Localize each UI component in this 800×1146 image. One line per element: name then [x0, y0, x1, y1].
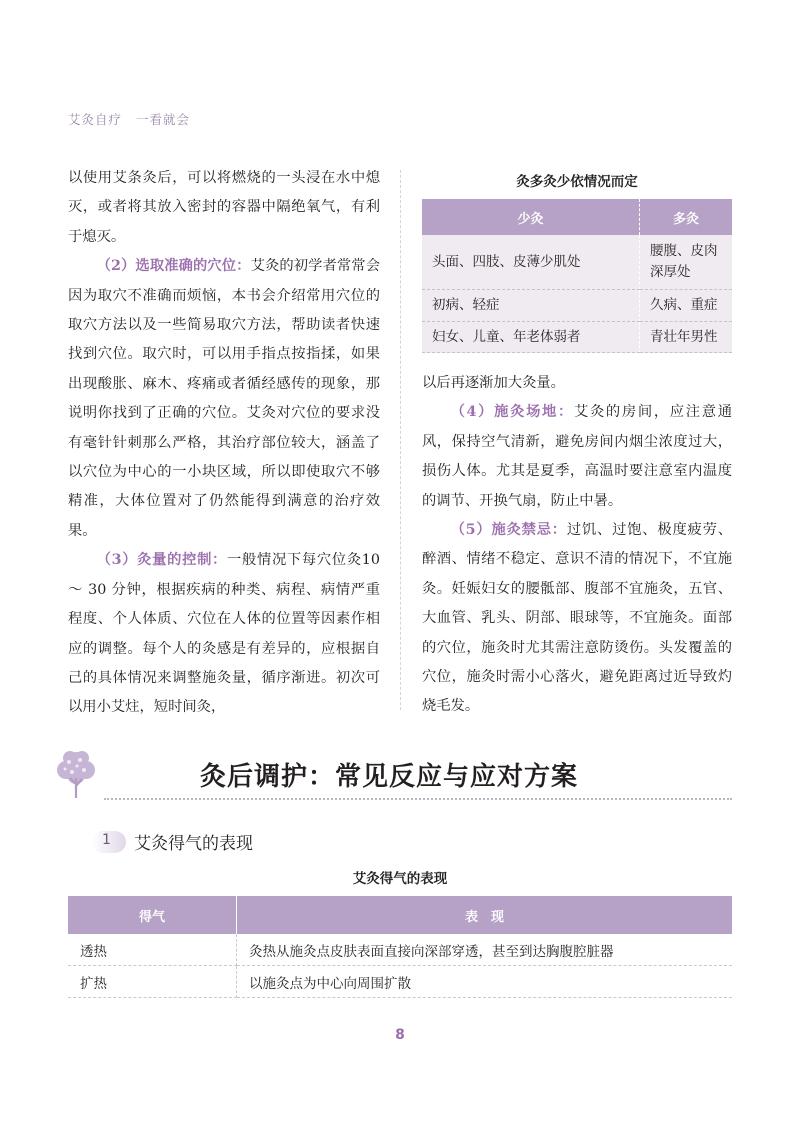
paragraph-body: 一般情况下每穴位灸10 ～ 30 分钟，根据疾病的种类、病程、病情严重程度、个人体质、穴位在人体的位置等因素作相应的调整。每个人的灸感是有差异的，应根据自己的具体情况来调整施灸量，循序渐进。初次可以用小艾炷，短时间灸， [68, 552, 380, 716]
table-cell: 以施灸点为中心向周围扩散 [237, 966, 733, 998]
table-cell: 扩热 [68, 966, 237, 998]
right-column [422, 369, 732, 722]
table-cell: 腰腹、皮肉深厚处 [640, 235, 733, 290]
paragraph [68, 252, 380, 546]
table-cell: 妇女、儿童、年老体弱者 [422, 322, 640, 353]
paragraph [68, 546, 380, 722]
table-header: 少灸 [422, 199, 640, 235]
moxa-table-caption: 灸多灸少依情况而定 [516, 174, 638, 190]
table-header: 多灸 [640, 199, 733, 235]
paragraph [422, 516, 732, 722]
paragraph-heading: （5）施灸禁忌： [450, 522, 567, 539]
table-cell: 灸热从施灸点皮肤表面直接向深部穿透，甚至到达胸腹腔脏器 [237, 934, 733, 966]
paragraph-heading: （2）选取准确的穴位： [96, 258, 251, 275]
paragraph-body: 艾灸的房间，应注意通风，保持空气清新，避免房间内烟尘浓度过大，损伤人体。尤其是夏季，高温时要注意室内温度的调节、开换气扇，防止中暑。 [422, 404, 733, 509]
table-header: 表 现 [237, 896, 733, 934]
running-header [68, 110, 190, 128]
table-cell: 头面、四肢、皮薄少肌处 [422, 235, 640, 290]
table-cell: 透热 [68, 934, 237, 966]
subsection-number: 1 [102, 832, 111, 848]
table-row [68, 966, 732, 998]
section-divider [104, 798, 732, 800]
book-title: 艾灸自疗 [68, 112, 123, 127]
paragraph-body: 艾灸的初学者常常会因为取穴不准确而烦恼，本书会介绍常用穴位的取穴方法以及一些简易取穴方法，帮助读者快速找到穴位。取穴时，可以用手指点按指揉，如果出现酸胀、麻木、疼痛或者循经感传的现象，那说明你找到了正确的穴位。艾灸对穴位的要求没有毫针针刺那么严格，其治疗部位较大，涵盖了以穴位为中心的一小块区域，所以即使取穴不够精准，大体位置对了仍然能得到满意的治疗效果。 [68, 258, 380, 539]
paragraph: 以使用艾条灸后，可以将燃烧的一头浸在水中熄灭，或者将其放入密封的容器中隔绝氧气，有利于熄灭。 [68, 170, 380, 245]
table-row [68, 934, 732, 966]
moxa-amount-table [422, 199, 732, 353]
left-column [68, 164, 380, 723]
page-number: 8 [395, 1027, 405, 1043]
column-divider [400, 170, 401, 710]
deqi-table [68, 896, 732, 998]
paragraph-body: 过饥、过饱、极度疲劳、醉酒、情绪不稳定、意识不清的情况下，不宜施灸。妊娠妇女的腰骶部、腹部不宜施灸，五官、大血管、乳头、阴部、眼球等，不宜施灸。面部的穴位，施灸时尤其需注意防烫伤。头发覆盖的穴位，施灸时需小心落火，避免距离过近导致灼烧毛发。 [422, 522, 732, 715]
table-cell: 初病、轻症 [422, 290, 640, 322]
table-row [422, 290, 732, 322]
table-row [422, 322, 732, 353]
paragraph: 以后再逐渐加大灸量。 [422, 375, 565, 391]
table-cell: 久病、重症 [640, 290, 733, 322]
tree-icon [54, 748, 98, 800]
paragraph-heading: （4）施灸场地： [450, 404, 574, 421]
book-tagline: 一看就会 [136, 112, 191, 127]
section-title: 灸后调护：常见反应与应对方案 [200, 762, 579, 792]
table-row [422, 235, 732, 290]
deqi-table-caption: 艾灸得气的表现 [352, 871, 448, 887]
table-header: 得气 [68, 896, 237, 934]
subsection-title: 艾灸得气的表现 [134, 834, 253, 854]
paragraph [422, 398, 732, 516]
paragraph-heading: （3）灸量的控制： [96, 552, 228, 569]
table-cell: 青壮年男性 [640, 322, 733, 353]
